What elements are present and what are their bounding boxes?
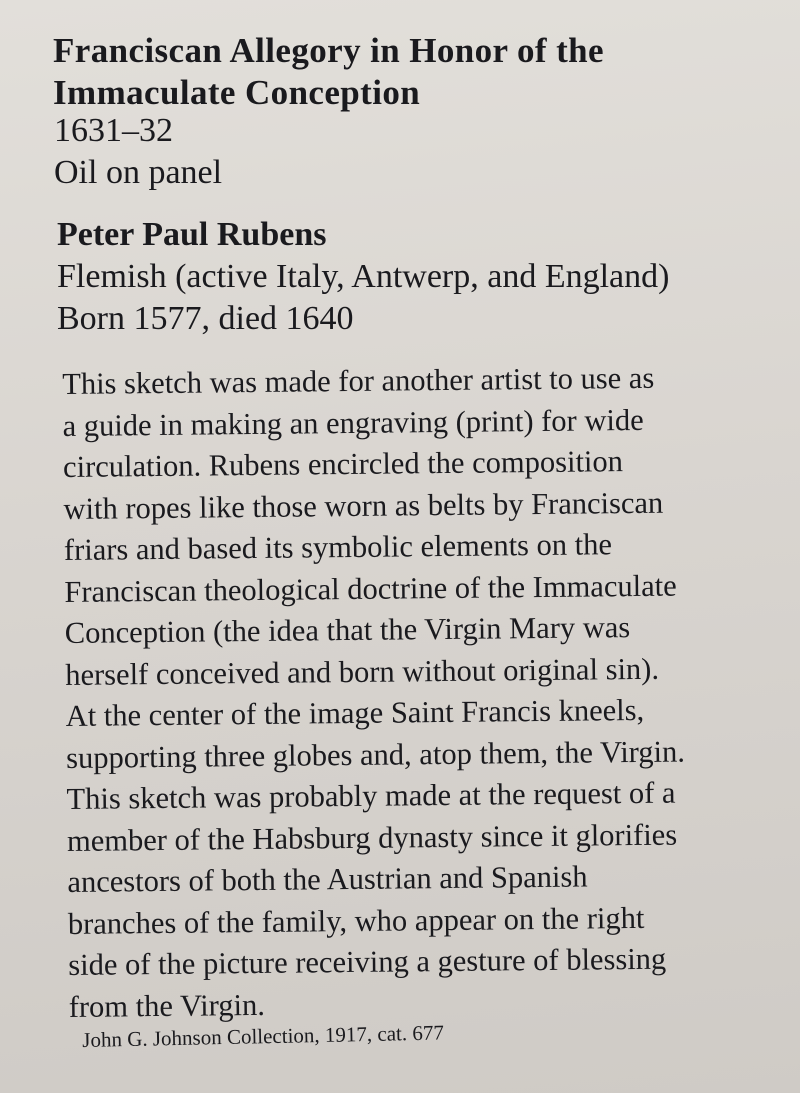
description-line: side of the picture receiving a gesture of blessing: [68, 941, 667, 982]
description-line: circulation. Rubens encircled the composition: [62, 444, 624, 484]
description-line: ancestors of both the Austrian and Spanish: [67, 859, 588, 899]
artist-name: Peter Paul Rubens: [57, 216, 327, 253]
artwork-title-line: Immaculate Conception: [53, 73, 421, 112]
artwork-date: 1631–32: [54, 112, 173, 149]
artist-info: [57, 214, 669, 340]
description-line: a guide in making an engraving (print) for wide: [62, 402, 644, 443]
description-line: This sketch was probably made at the request of a: [66, 775, 676, 816]
description-line: friars and based its symbolic elements on the: [63, 527, 613, 567]
description-line: herself conceived and born without original sin).: [65, 651, 660, 692]
artwork-title: [53, 30, 773, 114]
artwork-details: [54, 110, 222, 194]
description-line: branches of the family, who appear on the right: [67, 900, 645, 941]
description-line: At the center of the image Saint Francis kneels,: [65, 692, 645, 733]
artwork-title-line: Franciscan Allegory in Honor of the: [53, 31, 604, 70]
credit-line: John G. Johnson Collection, 1917, cat. 677: [82, 1020, 445, 1052]
artwork-medium: Oil on panel: [54, 154, 223, 191]
artist-nationality: Flemish (active Italy, Antwerp, and England): [57, 258, 670, 295]
artwork-description: [62, 357, 769, 1028]
description-line: from the Virgin.: [68, 987, 266, 1024]
description-line: supporting three globes and, atop them, the Virgin.: [65, 733, 686, 775]
description-line: with ropes like those worn as belts by Franciscan: [63, 485, 664, 526]
description-line: This sketch was made for another artist to use as: [62, 360, 655, 401]
artist-lifespan: Born 1577, died 1640: [57, 300, 354, 337]
description-line: Franciscan theological doctrine of the Immaculate: [64, 568, 677, 609]
description-line: Conception (the idea that the Virgin Mary was: [64, 610, 631, 650]
description-line: member of the Habsburg dynasty since it glorifies: [66, 817, 678, 858]
